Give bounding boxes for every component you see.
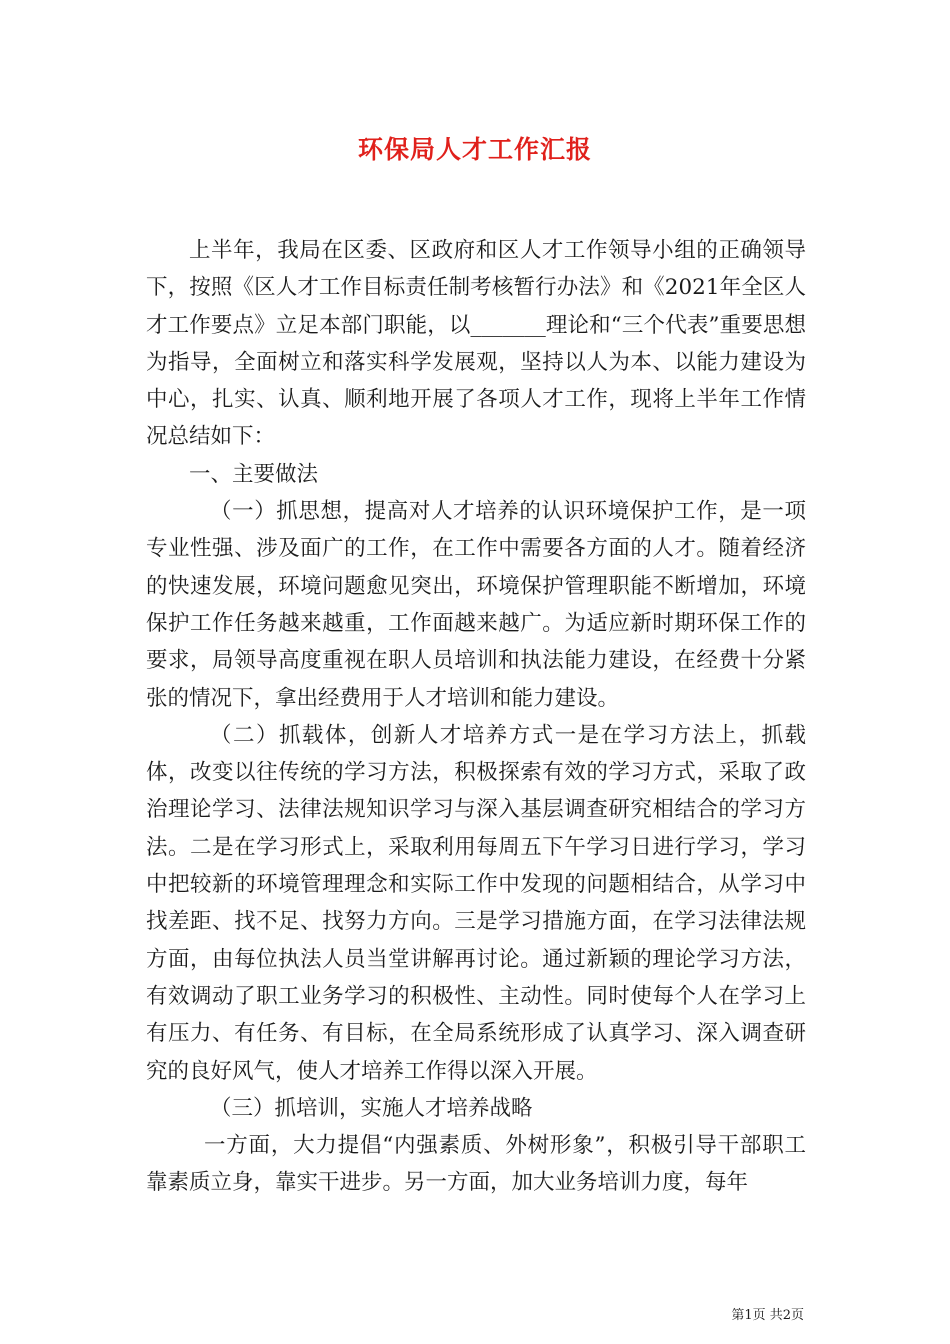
page-number: 第1页 共2页	[731, 1308, 804, 1323]
paragraph-ideology: （一）抓思想，提高对人才培养的认识环境保护工作，是一项专业性强、涉及面广的工作，在工作中需要各方面的人才。随着经济的快速发展，环境问题愈见突出，环境保护管理职能不断增加，环境保护工作任务越来越重，工作面越来越广。为适应新时期环保工作的要求，局领导高度重视在职人员培训和执法能力建设，在经费十分紧张的情况下，拿出经费用于人才培训和能力建设。	[146, 499, 806, 711]
paragraph-carrier: （二）抓载体，创新人才培养方式一是在学习方法上，抓载体，改变以往传统的学习方法，积极探索有效的学习方式，采取了政治理论学习、法律法规知识学习与深入基层调查研究相结合的学习方法。二是在学习形式上，采取利用每周五下午学习日进行学习，学习中把较新的环境管理理念和实际工作中发现的问题相结合，从学习中找差距、找不足、找努力方向。三是学习措施方面，在学习法律法规方面，由每位执法人员当堂讲解再讨论。通过新颖的理论学习方法，有效调动了职工业务学习的积极性、主动性。同时使每个人在学习上有压力、有任务、有目标，在全局系统形成了认真学习、深入调查研究的良好风气，使人才培养工作得以深入开展。	[146, 722, 806, 1084]
document-title: 环保局人才工作汇报	[357, 135, 592, 164]
document-body	[146, 232, 806, 1202]
paragraph-training: 一方面，大力提倡“内强素质、外树形象”，积极引导干部职工靠素质立身，靠实干进步。另一方面，加大业务培训力度，每年	[146, 1133, 806, 1196]
subheading-training: （三）抓培训，实施人才培养战略	[210, 1095, 533, 1121]
paragraph-intro: 上半年，我局在区委、区政府和区人才工作领导小组的正确领导下，按照《区人才工作目标责任制考核暂行办法》和《2021年全区人才工作要点》立足本部门职能，以_______理论和“三个代表”重要思想为指导，全面树立和落实科学发展观，坚持以人为本、以能力建设为中心，扎实、认真、顺利地开展了各项人才工作，现将上半年工作情况总结如下：	[146, 238, 806, 450]
section-heading-main-practices: 一、主要做法	[189, 461, 319, 487]
